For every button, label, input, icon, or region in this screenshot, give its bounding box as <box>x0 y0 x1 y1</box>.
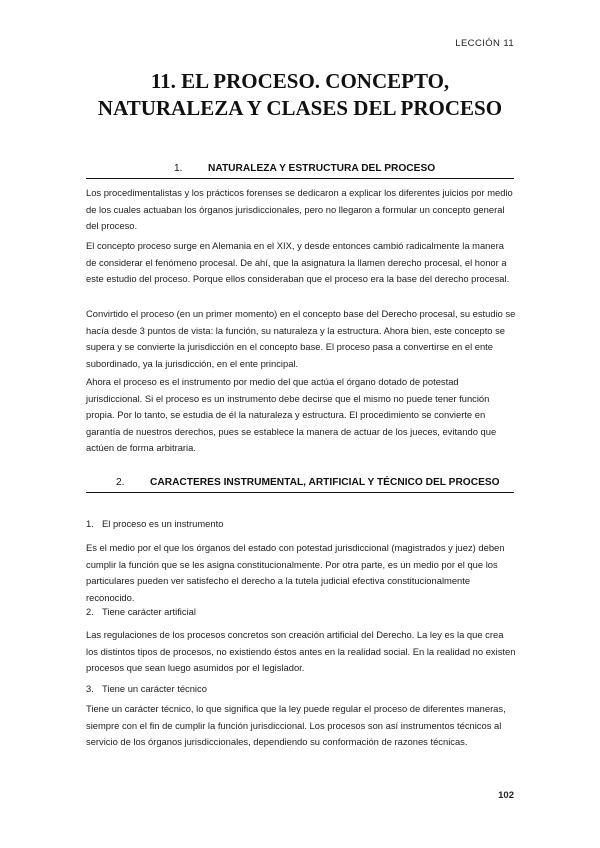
subsection-heading <box>86 682 516 696</box>
page-number: 102 <box>498 790 514 801</box>
section-1-title: NATURALEZA Y ESTRUCTURA DEL PROCESO <box>208 163 436 174</box>
title-line-2: NATURALEZA Y CLASES DEL PROCESO <box>97 96 503 120</box>
subsection-title: Tiene un carácter técnico <box>102 683 207 694</box>
page-title <box>0 68 600 122</box>
subsection-number: 2. <box>86 606 94 617</box>
subsection-title: Tiene carácter artificial <box>102 606 196 617</box>
subsection-heading <box>86 605 516 619</box>
paragraph: Tiene un carácter técnico, lo que significa que la ley puede regular el proceso de diferentes maneras, siempre con el fin de cumplir la función jurisdiccional. Los procesos son así instrumentos técnicos al servicio de los órganos jurisdiccionales, dependiendo su conformación de razones técnicas. <box>86 703 506 748</box>
subsection-heading <box>86 517 516 531</box>
subsection-number: 1. <box>86 518 94 529</box>
section-1-number: 1. <box>174 163 183 174</box>
subsection-title: El proceso es un instrumento <box>102 518 224 529</box>
subsection-number: 3. <box>86 683 94 694</box>
section-2-number: 2. <box>116 477 125 488</box>
section-2-title: CARACTERES INSTRUMENTAL, ARTIFICIAL Y TÉCNICO DEL PROCESO <box>150 477 500 488</box>
section-1-heading <box>86 160 514 179</box>
running-header: LECCIÓN 11 <box>455 38 514 49</box>
paragraph: Los procedimentalistas y los prácticos forenses se dedicaron a explicar los diferentes juicios por medio de los cuales actuaban los órganos jurisdiccionales, pero no llegaron a formular un concepto general del proceso. <box>86 187 513 232</box>
section-2-heading <box>86 474 514 493</box>
paragraph: El concepto proceso surge en Alemania en el XIX, y desde entonces cambió radicalmente la manera de considerar el fenómeno procesal. De ahí, que la asignatura la llamen derecho procesal, el honor a este estudio del proceso. Porque ellos consideraban que el proceso era la base del derecho procesal. <box>86 240 510 285</box>
title-line-1: 11. EL PROCESO. CONCEPTO, <box>150 69 450 93</box>
paragraph: Ahora el proceso es el instrumento por medio del que actúa el órgano dotado de potestad jurisdiccional. Si el proceso es un instrumento debe decirse que el mismo no puede tener función propia. Por lo tanto, se estudia de él la naturaleza y estructura. El procedimiento se convierte en garantía de nuestros derechos, pues se establece la manera de actuar de los jueces, evitando que actúen de forma arbitraria. <box>86 376 497 454</box>
paragraph: Convirtido el proceso (en un primer momento) en el concepto base del Derecho procesal, su estudio se hacía desde 3 puntos de vista: la función, su naturaleza y la estructura. Ahora bien, este concepto se supera y se convierte la jurisdicción en el concepto base. El proceso pasa a convertirse en el ente subordinado, ya la jurisdicción, en el ente principal. <box>86 308 516 369</box>
paragraph: Las regulaciones de los procesos concretos son creación artificial del Derecho. La ley es la que crea los distintos tipos de procesos, no existiendo éstos antes en la realidad social. En la realidad no existen procesos que sean luego asumidos por el legislador. <box>86 629 516 674</box>
paragraph: Es el medio por el que los órganos del estado con potestad jurisdiccional (magistrados y juez) deben cumplir la función que se les asigna constitucionalmente. Por otra parte, es un medio por el que los particulares pueden ver satisfecho el derecho a la tutela judicial efectiva constitucionalmente reconocido. <box>86 542 505 603</box>
